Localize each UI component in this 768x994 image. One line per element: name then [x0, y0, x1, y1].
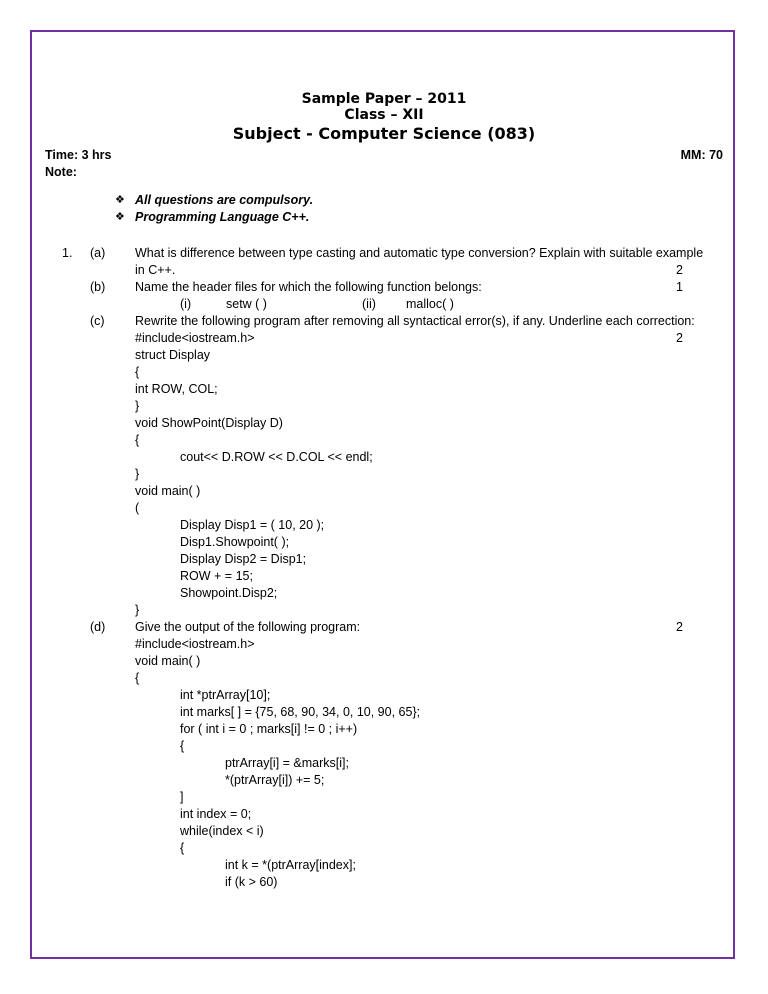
code-line: if (k > 60)	[225, 875, 278, 889]
code-line: #include<iostream.h>	[135, 331, 255, 345]
part-d-label: (d)	[90, 620, 106, 634]
question-number: 1.	[62, 246, 73, 260]
part-b-marks: 1	[676, 280, 683, 294]
code-line: }	[135, 603, 140, 617]
note-item: Programming Language C++.	[135, 210, 310, 224]
part-d-marks: 2	[676, 620, 683, 634]
paper-title: Sample Paper – 2011	[301, 91, 467, 107]
code-line: ]	[180, 790, 184, 804]
code-line: }	[135, 399, 140, 413]
part-a-text: What is difference between type casting and automatic type conversion? Explain with suitable example	[135, 246, 704, 260]
part-c-text: Rewrite the following program after removing all syntactical error(s), if any. Underline each correction:	[135, 314, 695, 328]
code-line: Display Disp1 = ( 10, 20 );	[180, 518, 325, 532]
part-c-marks: 2	[676, 331, 683, 345]
code-line: ROW + = 15;	[180, 569, 253, 583]
code-line: {	[180, 841, 185, 855]
code-line: void main( )	[135, 484, 201, 498]
code-line: cout<< D.ROW << D.COL << endl;	[180, 450, 373, 464]
part-b-option-label: (i)	[180, 297, 192, 311]
code-line: {	[135, 671, 140, 685]
diamond-bullet-icon: ❖	[115, 211, 125, 223]
part-b-option-label: (ii)	[362, 297, 376, 311]
part-a-label: (a)	[90, 246, 106, 260]
code-line: while(index < i)	[180, 824, 264, 838]
code-line: {	[135, 433, 140, 447]
part-b-option: malloc( )	[406, 297, 454, 311]
part-a-marks: 2	[676, 263, 683, 277]
subject-title: Subject - Computer Science (083)	[232, 124, 536, 143]
code-line: int *ptrArray[10];	[180, 688, 271, 702]
time-label: Time: 3 hrs	[45, 148, 112, 162]
note-label: Note:	[45, 165, 77, 179]
part-d-text: Give the output of the following program:	[135, 620, 361, 634]
code-line: {	[180, 739, 185, 753]
code-line: ptrArray[i] = &marks[i];	[225, 756, 349, 770]
class-title: Class – XII	[344, 107, 424, 123]
code-line: }	[135, 467, 140, 481]
code-line: #include<iostream.h>	[135, 637, 255, 651]
note-item: All questions are compulsory.	[135, 193, 314, 207]
code-line: Disp1.Showpoint( );	[180, 535, 290, 549]
part-b-option: setw ( )	[226, 297, 267, 311]
code-line: (	[135, 501, 140, 515]
code-line: int index = 0;	[180, 807, 252, 821]
code-line: int marks[ ] = {75, 68, 90, 34, 0, 10, 90, 65};	[180, 705, 421, 719]
part-b-text: Name the header files for which the following function belongs:	[135, 280, 482, 294]
code-line: Display Disp2 = Disp1;	[180, 552, 307, 566]
part-a-text-cont: in C++.	[135, 263, 176, 277]
code-line: void ShowPoint(Display D)	[135, 416, 283, 430]
max-marks: MM: 70	[680, 148, 723, 162]
code-line: int ROW, COL;	[135, 382, 218, 396]
code-line: int k = *(ptrArray[index];	[225, 858, 356, 872]
part-c-label: (c)	[90, 314, 105, 328]
code-line: for ( int i = 0 ; marks[i] != 0 ; i++)	[180, 722, 358, 736]
part-b-label: (b)	[90, 280, 106, 294]
code-line: {	[135, 365, 140, 379]
code-line: void main( )	[135, 654, 201, 668]
diamond-bullet-icon: ❖	[115, 194, 125, 206]
code-line: struct Display	[135, 348, 211, 362]
code-line: *(ptrArray[i]) += 5;	[225, 773, 325, 787]
code-line: Showpoint.Disp2;	[180, 586, 278, 600]
